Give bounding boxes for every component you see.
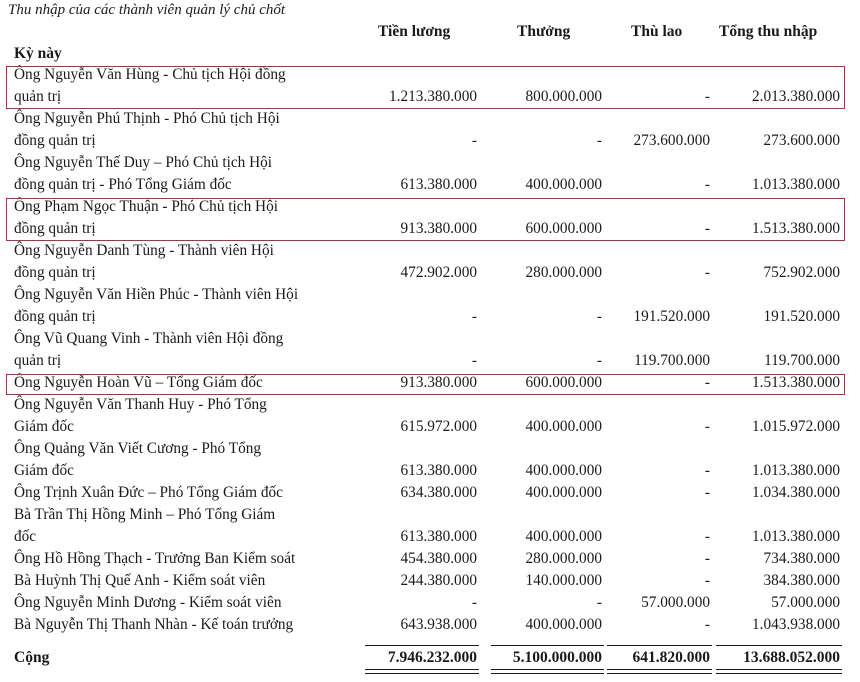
table-row <box>0 614 860 636</box>
member-name-line: Bà Huỳnh Thị Quế Anh - Kiểm soát viên <box>14 572 266 589</box>
cell-bonus: 600.000.000 <box>525 220 602 237</box>
member-name-line: quản trị <box>14 88 62 105</box>
cell-salary: 643.938.000 <box>400 616 477 633</box>
member-name <box>14 592 364 614</box>
member-name-line: Ông Nguyễn Văn Hùng - Chủ tịch Hội đồng <box>14 66 286 83</box>
cell-remuneration: - <box>704 374 710 391</box>
cell-remuneration: - <box>704 88 710 105</box>
cell-total: 1.043.938.000 <box>752 616 840 633</box>
table-row <box>0 482 860 504</box>
member-name-line: Ông Hồ Hồng Thạch - Trưởng Ban Kiểm soát <box>14 550 296 567</box>
cell-bonus: - <box>596 308 602 325</box>
member-name-line: đồng quản trị <box>14 264 96 281</box>
member-name-line: Ông Nguyễn Văn Hiền Phúc - Thành viên Hội <box>14 286 299 303</box>
member-name-line: Ông Nguyễn Danh Tùng - Thành viên Hội <box>14 242 274 259</box>
section-label-current-period: Kỳ này <box>14 45 62 62</box>
cell-total: 57.000.000 <box>771 594 840 611</box>
cell-salary: - <box>471 594 477 611</box>
cell-bonus: 280.000.000 <box>525 264 602 281</box>
member-name-line: đồng quản trị <box>14 132 96 149</box>
table-row <box>0 504 860 548</box>
total-salary: 7.946.232.000 <box>387 649 477 666</box>
column-header-remuneration: Thù lao <box>631 23 683 40</box>
member-name-line: Giám đốc <box>14 418 74 435</box>
table-row <box>0 108 860 152</box>
cell-bonus: - <box>596 132 602 149</box>
cell-salary: - <box>471 352 477 369</box>
cell-salary: 913.380.000 <box>400 220 477 237</box>
member-name-line: quản trị <box>14 352 62 369</box>
cell-total: 119.700.000 <box>764 352 840 369</box>
table-row <box>0 152 860 196</box>
member-name <box>14 438 364 482</box>
member-name <box>14 64 364 108</box>
member-name-line: đồng quản trị <box>14 308 96 325</box>
cell-total: 191.520.000 <box>763 308 840 325</box>
table-row <box>0 394 860 438</box>
table-caption: Thu nhập của các thành viên quản lý chủ chốt <box>8 2 286 18</box>
member-name-line: Ông Trịnh Xuân Đức – Phó Tổng Giám đốc <box>14 484 283 501</box>
cell-total: 1.513.380.000 <box>752 374 840 391</box>
cell-salary: 613.380.000 <box>400 176 477 193</box>
member-name-line: Ông Nguyễn Minh Dương - Kiểm soát viên <box>14 594 282 611</box>
cell-total: 1.013.380.000 <box>752 462 840 479</box>
member-name-line: Ông Phạm Ngọc Thuận - Phó Chủ tịch Hội <box>14 198 278 215</box>
column-header-salary: Tiền lương <box>378 23 451 40</box>
cell-bonus: - <box>596 594 602 611</box>
cell-total: 752.902.000 <box>763 264 840 281</box>
table-row <box>0 284 860 328</box>
cell-remuneration: 273.600.000 <box>633 132 710 149</box>
table-row <box>0 548 860 570</box>
cell-remuneration: - <box>704 484 710 501</box>
member-name <box>14 152 364 196</box>
table-row <box>0 196 860 240</box>
total-double-line-bonus <box>491 669 604 674</box>
member-name-line: Bà Nguyễn Thị Thanh Nhàn - Kế toán trưởng <box>14 616 294 633</box>
member-name <box>14 240 364 284</box>
total-remuneration: 641.820.000 <box>632 649 710 666</box>
member-name-line: Bà Trần Thị Hồng Minh – Phó Tổng Giám <box>14 506 276 523</box>
cell-remuneration: 191.520.000 <box>633 308 710 325</box>
cell-remuneration: - <box>704 418 710 435</box>
cell-total: 1.034.380.000 <box>752 484 840 501</box>
cell-total: 734.380.000 <box>763 550 840 567</box>
member-name-line: Giám đốc <box>14 462 74 479</box>
cell-bonus: 280.000.000 <box>525 550 602 567</box>
cell-total: 1.013.380.000 <box>752 528 840 545</box>
member-name-line: đốc <box>14 528 37 545</box>
member-name-line: Ông Nguyễn Văn Thanh Huy - Phó Tổng <box>14 396 267 413</box>
total-row <box>0 646 860 670</box>
table-row <box>0 372 860 394</box>
total-double-line-salary <box>365 669 479 674</box>
table-row <box>0 592 860 614</box>
column-header-bonus: Thưởng <box>517 23 571 40</box>
member-name <box>14 570 364 592</box>
cell-bonus: 400.000.000 <box>525 484 602 501</box>
member-name <box>14 108 364 152</box>
cell-remuneration: - <box>704 550 710 567</box>
member-name <box>14 196 364 240</box>
cell-remuneration: 57.000.000 <box>641 594 710 611</box>
table-row <box>0 438 860 482</box>
member-name-line: Ông Quảng Văn Viết Cương - Phó Tổng <box>14 440 262 457</box>
member-name-line: Ông Nguyễn Phú Thịnh - Phó Chủ tịch Hội <box>14 110 280 127</box>
cell-bonus: 400.000.000 <box>525 528 602 545</box>
member-name <box>14 614 364 636</box>
total-double-line-remuneration <box>607 669 712 674</box>
cell-bonus: 400.000.000 <box>525 418 602 435</box>
cell-salary: 634.380.000 <box>400 484 477 501</box>
cell-remuneration: - <box>704 176 710 193</box>
cell-salary: - <box>471 308 477 325</box>
cell-salary: 472.902.000 <box>400 264 477 281</box>
cell-salary: 615.972.000 <box>400 418 477 435</box>
total-double-line-total <box>716 669 842 674</box>
cell-salary: 613.380.000 <box>400 462 477 479</box>
cell-salary: 454.380.000 <box>400 550 477 567</box>
member-name <box>14 482 364 504</box>
cell-total: 384.380.000 <box>763 572 840 589</box>
table-row <box>0 240 860 284</box>
member-name <box>14 548 364 570</box>
cell-bonus: 400.000.000 <box>525 462 602 479</box>
cell-salary: 613.380.000 <box>400 528 477 545</box>
cell-bonus: 600.000.000 <box>525 374 602 391</box>
member-name <box>14 504 364 548</box>
cell-bonus: 400.000.000 <box>525 616 602 633</box>
cell-total: 2.013.380.000 <box>752 88 840 105</box>
column-header-total-income: Tổng thu nhập <box>719 23 818 40</box>
cell-total: 273.600.000 <box>763 132 840 149</box>
table-row <box>0 328 860 372</box>
total-bonus: 5.100.000.000 <box>512 649 602 666</box>
table-row <box>0 570 860 592</box>
cell-total: 1.513.380.000 <box>752 220 840 237</box>
column-header-row <box>0 23 860 45</box>
cell-bonus: 400.000.000 <box>525 176 602 193</box>
cell-remuneration: - <box>704 220 710 237</box>
member-name <box>14 328 364 372</box>
cell-bonus: - <box>596 352 602 369</box>
cell-salary: 913.380.000 <box>400 374 477 391</box>
cell-salary: - <box>471 132 477 149</box>
total-label: Cộng <box>14 649 50 666</box>
cell-total: 1.015.972.000 <box>752 418 840 435</box>
member-name-line: đồng quản trị - Phó Tổng Giám đốc <box>14 176 232 193</box>
cell-bonus: 800.000.000 <box>525 88 602 105</box>
cell-remuneration: 119.700.000 <box>634 352 710 369</box>
member-name-line: Ông Nguyễn Thế Duy – Phó Chủ tịch Hội <box>14 154 273 171</box>
member-name-line: Ông Nguyễn Hoàn Vũ – Tổng Giám đốc <box>14 374 263 391</box>
cell-remuneration: - <box>704 572 710 589</box>
cell-salary: 1.213.380.000 <box>389 88 477 105</box>
cell-bonus: 140.000.000 <box>525 572 602 589</box>
member-name-line: Ông Vũ Quang Vinh - Thành viên Hội đồng <box>14 330 284 347</box>
member-name <box>14 284 364 328</box>
cell-salary: 244.380.000 <box>400 572 477 589</box>
member-name <box>14 394 364 438</box>
cell-total: 1.013.380.000 <box>752 176 840 193</box>
cell-remuneration: - <box>704 264 710 281</box>
cell-remuneration: - <box>704 462 710 479</box>
cell-remuneration: - <box>704 528 710 545</box>
member-name <box>14 372 364 394</box>
total-income: 13.688.052.000 <box>743 649 840 666</box>
member-name-line: đồng quản trị <box>14 220 96 237</box>
cell-remuneration: - <box>704 616 710 633</box>
income-table-body <box>0 64 860 636</box>
table-row <box>0 64 860 108</box>
